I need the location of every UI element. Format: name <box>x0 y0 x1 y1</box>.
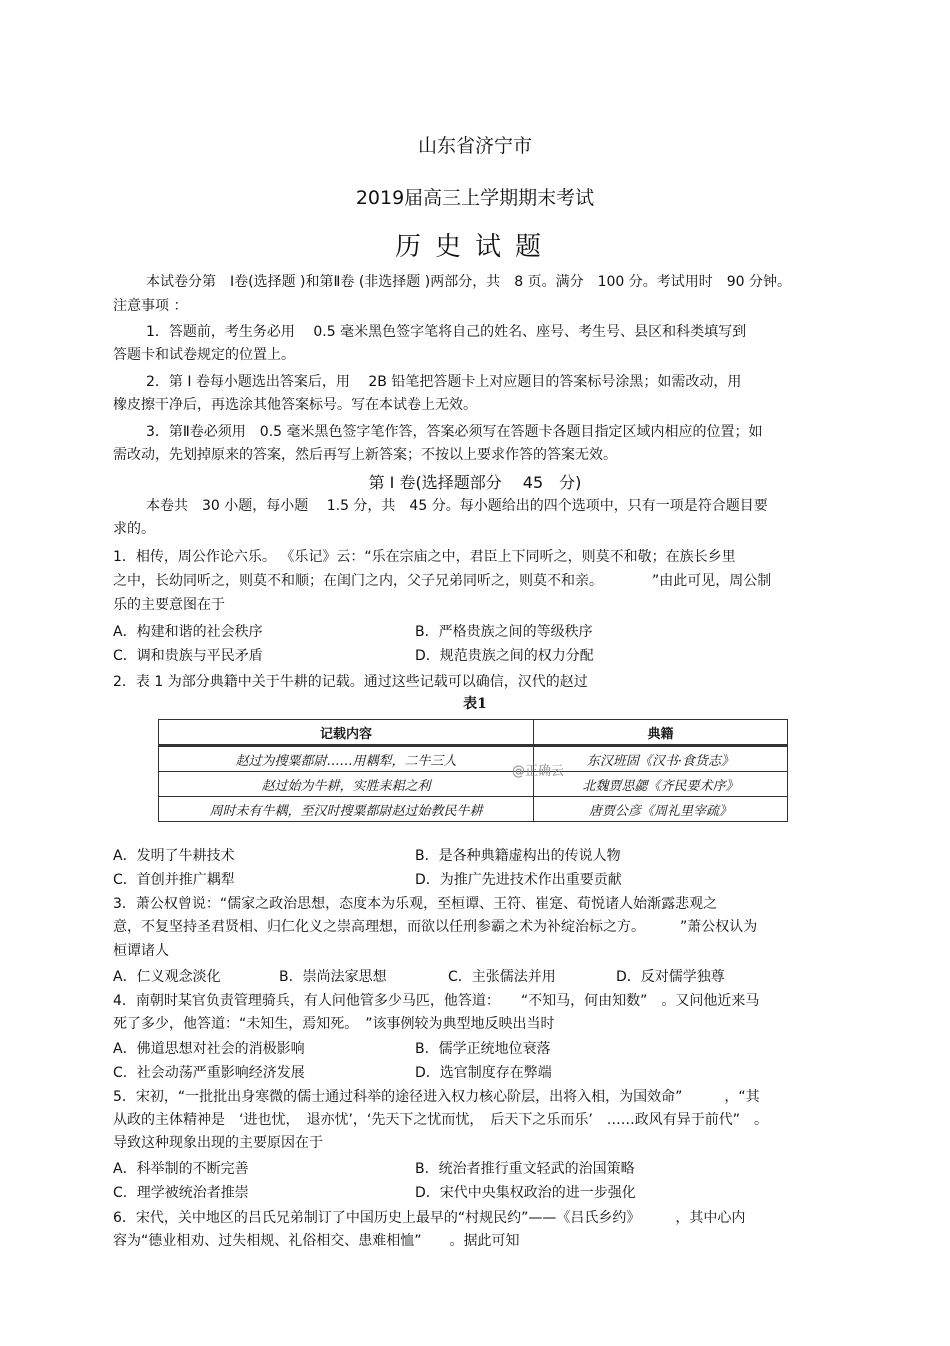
intro-line: 答题卡和试卷规定的位置上。 <box>113 347 295 363</box>
question-text: 容为“德业相劝、过失相规、礼俗相交、患难相恤” 。据此可知 <box>113 1233 520 1249</box>
option-d: D．为推广先进技术作出重要贡献 <box>415 872 622 888</box>
table-row <box>159 772 788 797</box>
subject-title: 历史试题 <box>394 232 555 262</box>
option-b: B．统治者推行重文轻武的治国策略 <box>415 1161 635 1177</box>
section-title: 第 Ⅰ 卷(选择题部分 45 分) <box>368 473 582 492</box>
records-table <box>158 719 788 822</box>
option-d: D．规范贵族之间的权力分配 <box>415 648 594 664</box>
option-d: D．宋代中央集权政治的进一步强化 <box>415 1185 636 1201</box>
option-a: A．佛道思想对社会的消极影响 <box>113 1041 305 1057</box>
question-text: 乐的主要意图在于 <box>113 597 225 613</box>
question-text: 之中，长幼同听之，则莫不和顺；在闺门之内，父子兄弟同听之，则莫不和亲。 ”由此可见，周公制 <box>113 573 772 589</box>
option-a: A．构建和谐的社会秩序 <box>113 624 263 640</box>
table-row <box>159 797 788 822</box>
question-text: 死了多少，他答道：“未知生，焉知死。 ”该事例较为典型地反映出当时 <box>113 1016 555 1032</box>
option-b: B．是各种典籍虚构出的传说人物 <box>415 848 621 864</box>
table-cell: 周时未有牛耦，至汉时搜粟都尉赵过始教民牛耕 <box>159 797 534 822</box>
table-cell: 赵过始为牛耕，实胜耒耜之利 <box>159 772 534 797</box>
option-c: C．主张儒法并用 <box>448 969 556 985</box>
option-d: D．选官制度存在弊端 <box>415 1065 552 1081</box>
question-text: 4．南朝时某官负责管理骑兵，有人问他管多少马匹，他答道： “不知马，何由知数” 。又问他近来马 <box>113 993 760 1009</box>
intro-line: 注意事项 ： <box>113 298 188 314</box>
table-row <box>159 746 788 772</box>
option-c: C．首创并推广耦犁 <box>113 872 235 888</box>
question-text: 桓谭诸人 <box>113 943 169 959</box>
question-text: 导致这种现象出现的主要原因在于 <box>113 1135 323 1151</box>
option-b: B．严格贵族之间的等级秩序 <box>415 624 593 640</box>
table-cell: 北魏贾思勰《齐民要术序》 <box>534 772 788 797</box>
option-c: C．理学被统治者推崇 <box>113 1185 249 1201</box>
option-a: A．科举制的不断完善 <box>113 1161 249 1177</box>
question-text: 意，不复坚持圣君贤相、归仁化义之崇高理想，而欲以任刑参霸之术为补绽治标之方。 ”萧公权认为 <box>113 919 758 935</box>
option-c: C．调和贵族与平民矛盾 <box>113 648 263 664</box>
option-d: D．反对儒学独尊 <box>616 969 725 985</box>
option-a: A．仁义观念淡化 <box>113 969 221 985</box>
option-b: B．崇尚法家思想 <box>279 969 387 985</box>
exam-title: 2019届高三上学期期末考试 <box>355 187 595 209</box>
section-desc: 本卷共 30 小题，每小题 1.5 分，共 45 分。每小题给出的四个选项中，只有一项是符合题目要 <box>146 498 768 514</box>
question-text: 5．宋初，“一批批出身寒微的儒士通过科举的途径进入权力核心阶层，出将入相，为国效命” ，“其 <box>113 1089 760 1105</box>
question-text: 6．宋代，关中地区的吕氏兄弟制订了中国历史上最早的“村规民约”——《吕氏乡约》 ，其中心内 <box>113 1210 746 1226</box>
intro-line: 3．第Ⅱ卷必须用 0.5 毫米黑色签字笔作答，答案必须写在答题卡各题目指定区域内相应的位置；如 <box>146 424 763 440</box>
question-text: 2．表 1 为部分典籍中关于牛耕的记载。通过这些记载可以确信，汉代的赵过 <box>113 674 588 690</box>
intro-line: 1．答题前，考生务必用 0.5 毫米黑色签字笔将自己的姓名、座号、考生号、县区和科类填写到 <box>146 324 747 340</box>
school-title: 山东省济宁市 <box>417 135 532 157</box>
intro-line: 本试卷分第 Ⅰ卷(选择题 )和第Ⅱ卷 (非选择题 )两部分，共 8 页。满分 100 分。考试用时 90 分钟。 <box>146 274 792 290</box>
table-cell: 唐贾公彦《周礼里宰疏》 <box>534 797 788 822</box>
option-b: B．儒学正统地位衰落 <box>415 1041 551 1057</box>
question-text: 3．萧公权曾说：“儒家之政治思想，态度本为乐观，至桓谭、王符、崔寔、荀悦诸人始渐露悲观之 <box>113 896 718 912</box>
intro-line: 2．第 Ⅰ 卷每小题选出答案后，用 2B 铅笔把答题卡上对应题目的答案标号涂黑；如需改动，用 <box>146 374 742 390</box>
table-header: 典籍 <box>534 720 788 746</box>
watermark: @正确云 <box>512 764 565 779</box>
table-caption: 表1 <box>463 696 487 712</box>
question-text: 1．相传，周公作论六乐。 《乐记》云：“乐在宗庙之中，君臣上下同听之，则莫不和敬；在族长乡里 <box>113 549 736 565</box>
table-header-row <box>159 720 788 746</box>
section-desc: 求的。 <box>113 521 155 537</box>
intro-line: 需改动，先划掉原来的答案，然后再写上新答案；不按以上要求作答的答案无效。 <box>113 447 617 463</box>
option-c: C．社会动荡严重影响经济发展 <box>113 1065 305 1081</box>
intro-line: 橡皮擦干净后，再选涂其他答案标号。写在本试卷上无效。 <box>113 397 477 413</box>
table-header: 记载内容 <box>159 720 534 746</box>
question-text: 从政的主体精神是 ‘进也忧， 退亦忧’，‘先天下之忧而忧， 后天下之乐而乐’ ……政风有异于前代” 。 <box>113 1112 769 1128</box>
option-a: A．发明了牛耕技术 <box>113 848 235 864</box>
table-cell: 赵过为搜粟都尉……用耦犁，二牛三人 <box>159 746 534 772</box>
table-cell: 东汉班固《汉书·食货志》 <box>534 746 788 772</box>
